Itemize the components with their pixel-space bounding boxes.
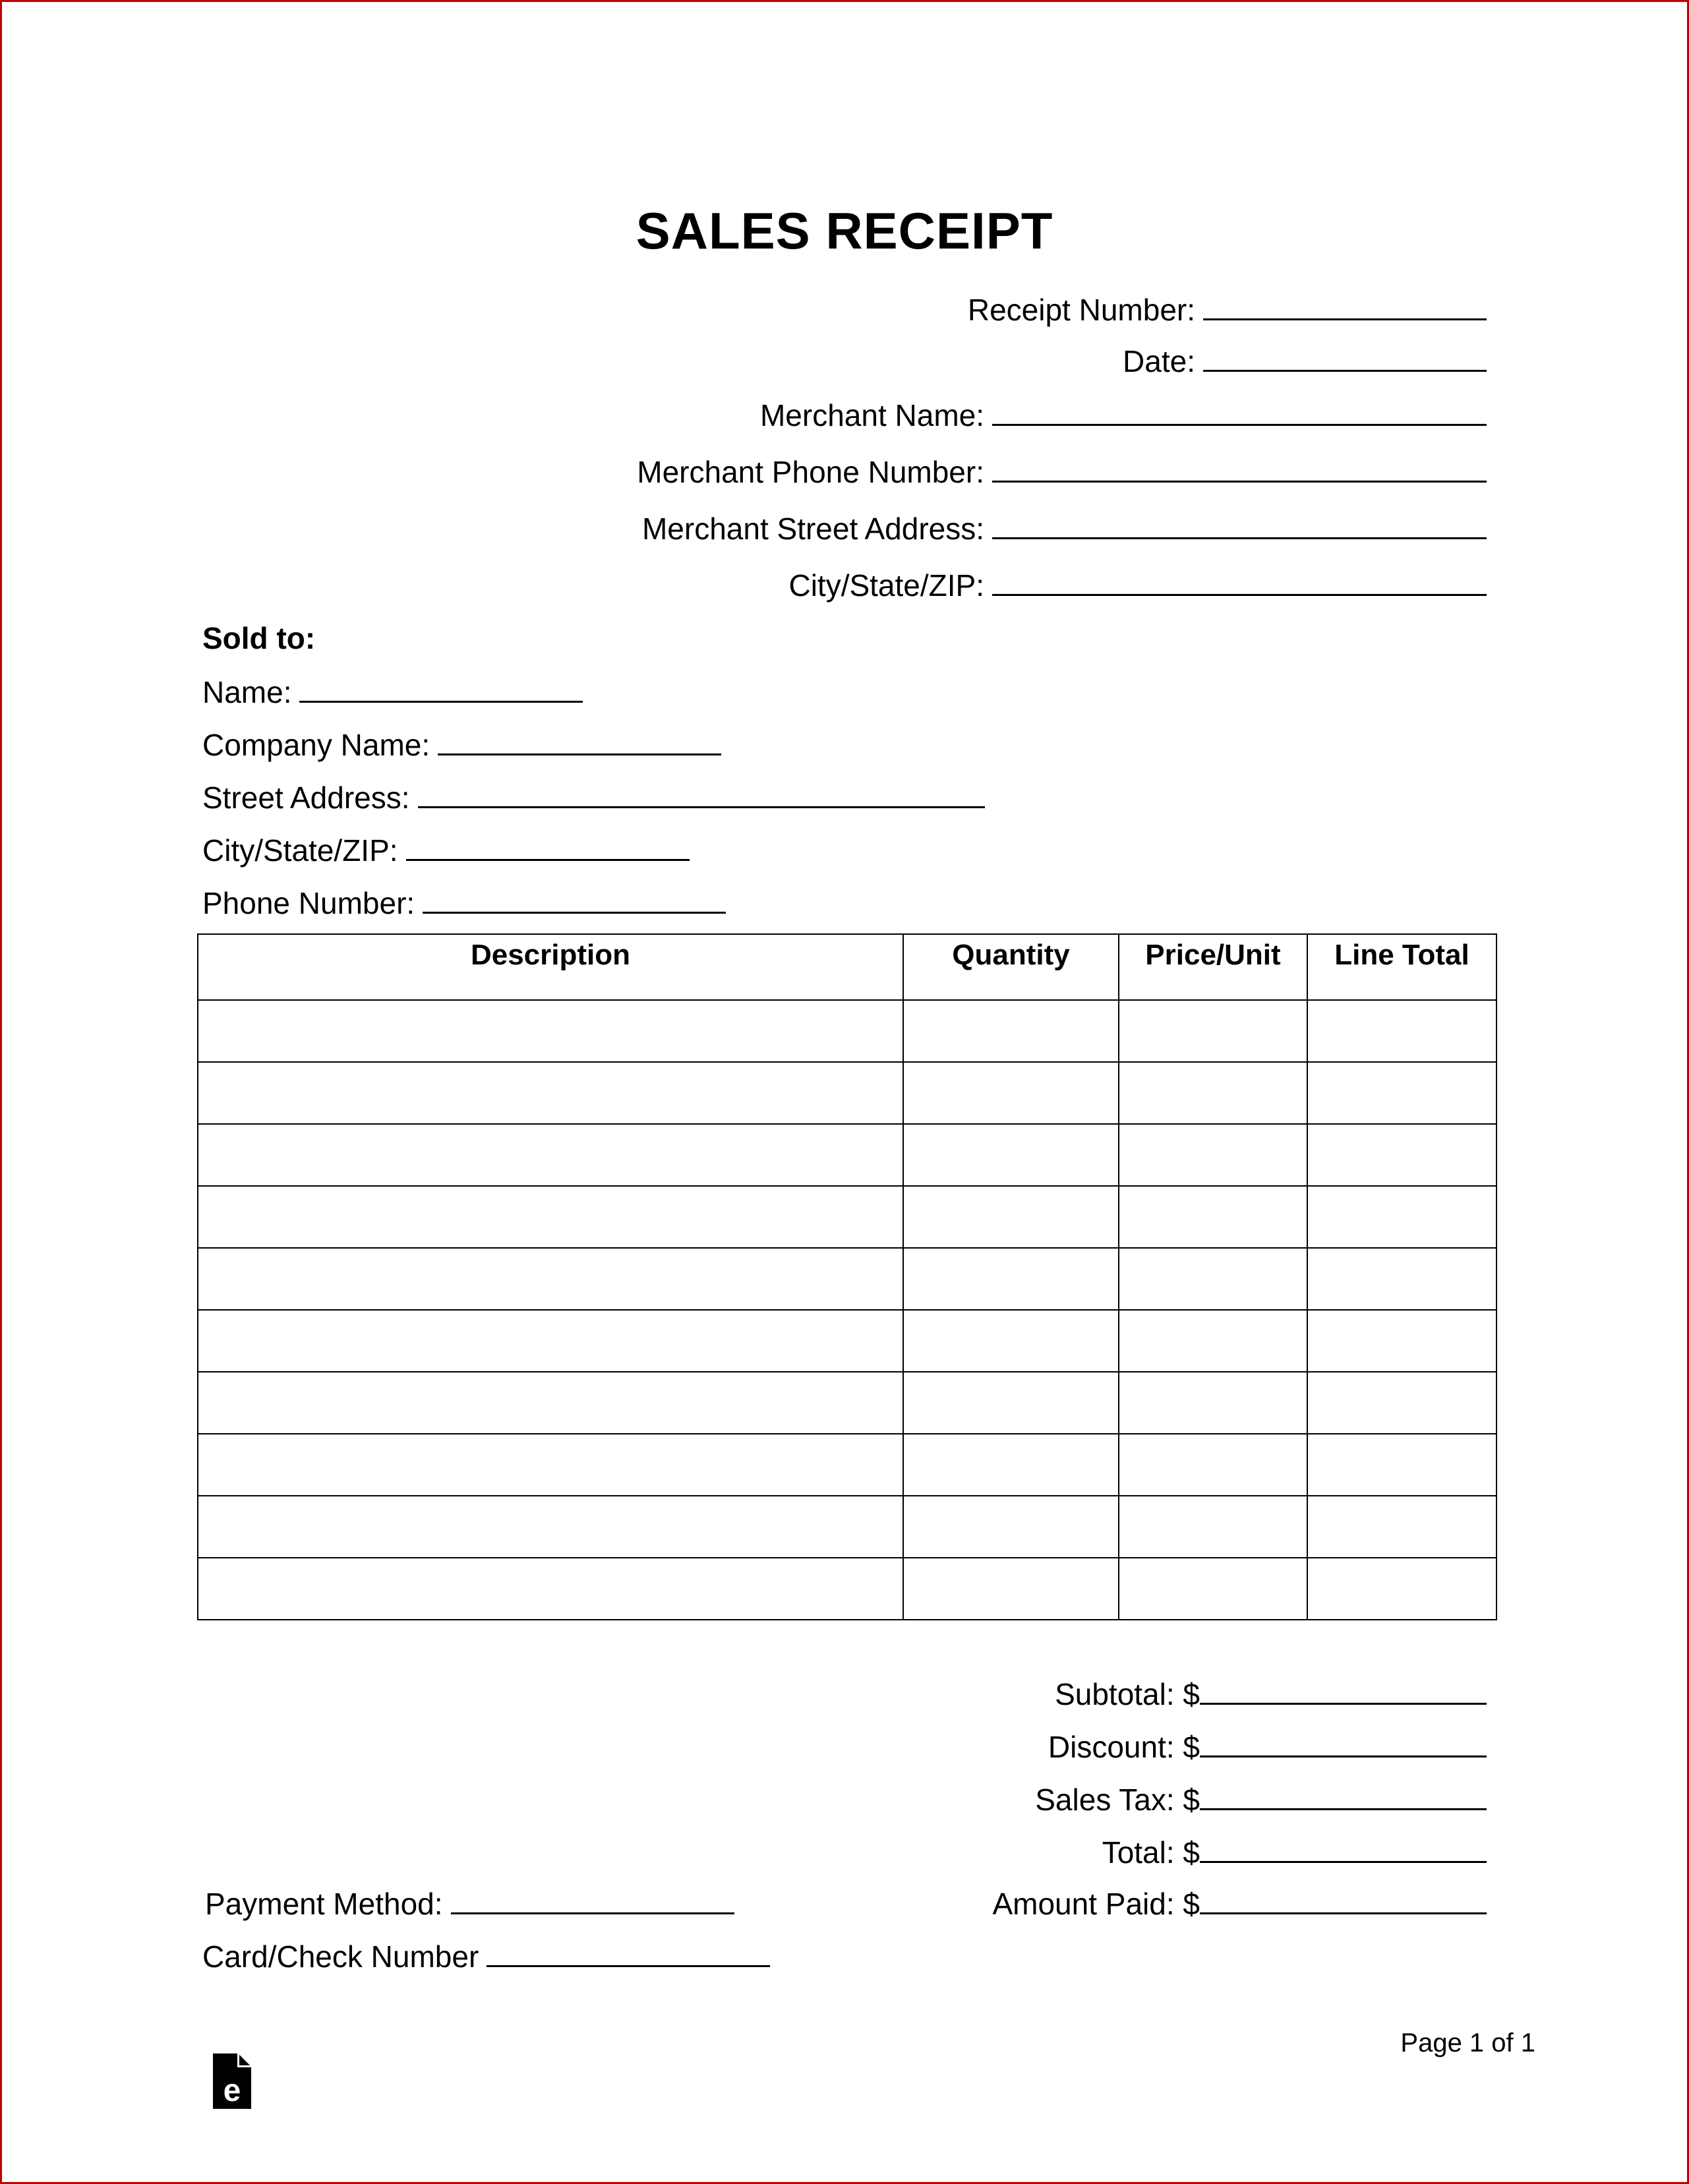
sales-tax-label: Sales Tax: $	[1035, 1783, 1200, 1817]
table-row	[198, 1062, 1496, 1124]
items-table	[197, 933, 1497, 1620]
date-field	[1123, 343, 1487, 376]
buyer-street-field	[202, 780, 985, 813]
price-unit-cell[interactable]	[1119, 1000, 1307, 1062]
quantity-cell[interactable]	[903, 1372, 1119, 1434]
description-cell[interactable]	[198, 1496, 903, 1558]
price-unit-cell[interactable]	[1119, 1558, 1307, 1620]
column-header-price-unit: Price/Unit	[1119, 934, 1307, 1000]
quantity-cell[interactable]	[903, 1248, 1119, 1310]
line-total-cell[interactable]	[1307, 1186, 1496, 1248]
buyer-phone-label: Phone Number:	[202, 886, 415, 920]
quantity-cell[interactable]	[903, 1124, 1119, 1186]
table-row	[198, 1558, 1496, 1620]
total-label: Total: $	[1102, 1835, 1200, 1870]
price-unit-cell[interactable]	[1119, 1310, 1307, 1372]
table-row	[198, 1372, 1496, 1434]
line-total-cell[interactable]	[1307, 1124, 1496, 1186]
amount-paid-label: Amount Paid: $	[992, 1887, 1200, 1921]
total-blank[interactable]	[1200, 1835, 1487, 1863]
buyer-name-blank[interactable]	[299, 674, 583, 703]
discount-field	[1048, 1729, 1487, 1762]
quantity-cell[interactable]	[903, 1434, 1119, 1496]
line-total-cell[interactable]	[1307, 1558, 1496, 1620]
description-cell[interactable]	[198, 1310, 903, 1372]
line-total-cell[interactable]	[1307, 1496, 1496, 1558]
merchant-phone-field	[637, 454, 1487, 487]
line-total-cell[interactable]	[1307, 1372, 1496, 1434]
page-title: SALES RECEIPT	[636, 202, 1053, 260]
card-check-field	[202, 1939, 770, 1972]
price-unit-cell[interactable]	[1119, 1248, 1307, 1310]
description-cell[interactable]	[198, 1186, 903, 1248]
quantity-cell[interactable]	[903, 1186, 1119, 1248]
merchant-city-field	[788, 568, 1487, 601]
svg-text:e: e	[223, 2073, 241, 2108]
buyer-phone-field	[202, 885, 726, 918]
line-total-cell[interactable]	[1307, 1310, 1496, 1372]
table-header-row	[198, 934, 1496, 1000]
subtotal-field	[1055, 1676, 1487, 1709]
quantity-cell[interactable]	[903, 1558, 1119, 1620]
merchant-name-field	[760, 398, 1487, 430]
merchant-city-label: City/State/ZIP:	[788, 568, 984, 603]
description-cell[interactable]	[198, 1124, 903, 1186]
column-header-description: Description	[198, 934, 903, 1000]
page-number: Page 1 of 1	[1400, 2028, 1535, 2057]
merchant-street-blank[interactable]	[992, 511, 1487, 539]
merchant-name-blank[interactable]	[992, 398, 1487, 426]
merchant-phone-label: Merchant Phone Number:	[637, 455, 984, 489]
buyer-city-blank[interactable]	[406, 833, 690, 861]
buyer-street-label: Street Address:	[202, 781, 410, 815]
quantity-cell[interactable]	[903, 1062, 1119, 1124]
document-e-icon	[213, 2053, 251, 2112]
date-label: Date:	[1123, 344, 1195, 378]
merchant-street-label: Merchant Street Address:	[641, 512, 984, 546]
sold-to-heading: Sold to:	[202, 621, 316, 655]
column-header-quantity: Quantity	[903, 934, 1119, 1000]
table-row	[198, 1124, 1496, 1186]
quantity-cell[interactable]	[903, 1496, 1119, 1558]
line-total-cell[interactable]	[1307, 1434, 1496, 1496]
buyer-company-field	[202, 727, 721, 760]
price-unit-cell[interactable]	[1119, 1434, 1307, 1496]
buyer-company-blank[interactable]	[438, 727, 721, 755]
description-cell[interactable]	[198, 1248, 903, 1310]
column-header-line-total: Line Total	[1307, 934, 1496, 1000]
card-check-label: Card/Check Number	[202, 1939, 479, 1974]
description-cell[interactable]	[198, 1434, 903, 1496]
price-unit-cell[interactable]	[1119, 1496, 1307, 1558]
total-field	[1102, 1835, 1487, 1868]
table-body	[198, 1000, 1496, 1620]
table-row	[198, 1000, 1496, 1062]
description-cell[interactable]	[198, 1062, 903, 1124]
card-check-blank[interactable]	[487, 1939, 770, 1967]
amount-paid-blank[interactable]	[1200, 1886, 1487, 1914]
quantity-cell[interactable]	[903, 1310, 1119, 1372]
receipt-number-blank[interactable]	[1203, 292, 1487, 320]
line-total-cell[interactable]	[1307, 1000, 1496, 1062]
buyer-city-field	[202, 833, 690, 866]
discount-blank[interactable]	[1200, 1729, 1487, 1757]
table-row	[198, 1186, 1496, 1248]
date-blank[interactable]	[1203, 343, 1487, 372]
subtotal-blank[interactable]	[1200, 1676, 1487, 1705]
price-unit-cell[interactable]	[1119, 1062, 1307, 1124]
sales-tax-blank[interactable]	[1200, 1782, 1487, 1810]
payment-method-label: Payment Method:	[205, 1887, 443, 1921]
discount-label: Discount: $	[1048, 1730, 1200, 1764]
buyer-company-label: Company Name:	[202, 728, 430, 762]
buyer-name-field	[202, 674, 583, 707]
buyer-name-label: Name:	[202, 675, 292, 709]
receipt-number-field	[968, 292, 1487, 325]
table-row	[198, 1434, 1496, 1496]
buyer-street-blank[interactable]	[418, 780, 985, 808]
description-cell[interactable]	[198, 1558, 903, 1620]
price-unit-cell[interactable]	[1119, 1124, 1307, 1186]
sales-tax-field	[1035, 1782, 1487, 1815]
subtotal-label: Subtotal: $	[1055, 1677, 1200, 1711]
merchant-street-field	[642, 511, 1487, 544]
description-cell[interactable]	[198, 1372, 903, 1434]
merchant-phone-blank[interactable]	[992, 454, 1487, 483]
payment-method-blank[interactable]	[451, 1886, 734, 1914]
line-total-cell[interactable]	[1307, 1062, 1496, 1124]
description-cell[interactable]	[198, 1000, 903, 1062]
receipt-number-label: Receipt Number:	[967, 293, 1195, 327]
quantity-cell[interactable]	[903, 1000, 1119, 1062]
line-total-cell[interactable]	[1307, 1248, 1496, 1310]
buyer-phone-blank[interactable]	[423, 885, 726, 914]
table-row	[198, 1310, 1496, 1372]
buyer-city-label: City/State/ZIP:	[202, 833, 398, 868]
payment-method-field	[205, 1886, 734, 1919]
amount-paid-field	[992, 1886, 1487, 1919]
table-row	[198, 1248, 1496, 1310]
merchant-name-label: Merchant Name:	[759, 398, 984, 432]
price-unit-cell[interactable]	[1119, 1372, 1307, 1434]
price-unit-cell[interactable]	[1119, 1186, 1307, 1248]
merchant-city-blank[interactable]	[992, 568, 1487, 596]
table-row	[198, 1496, 1496, 1558]
